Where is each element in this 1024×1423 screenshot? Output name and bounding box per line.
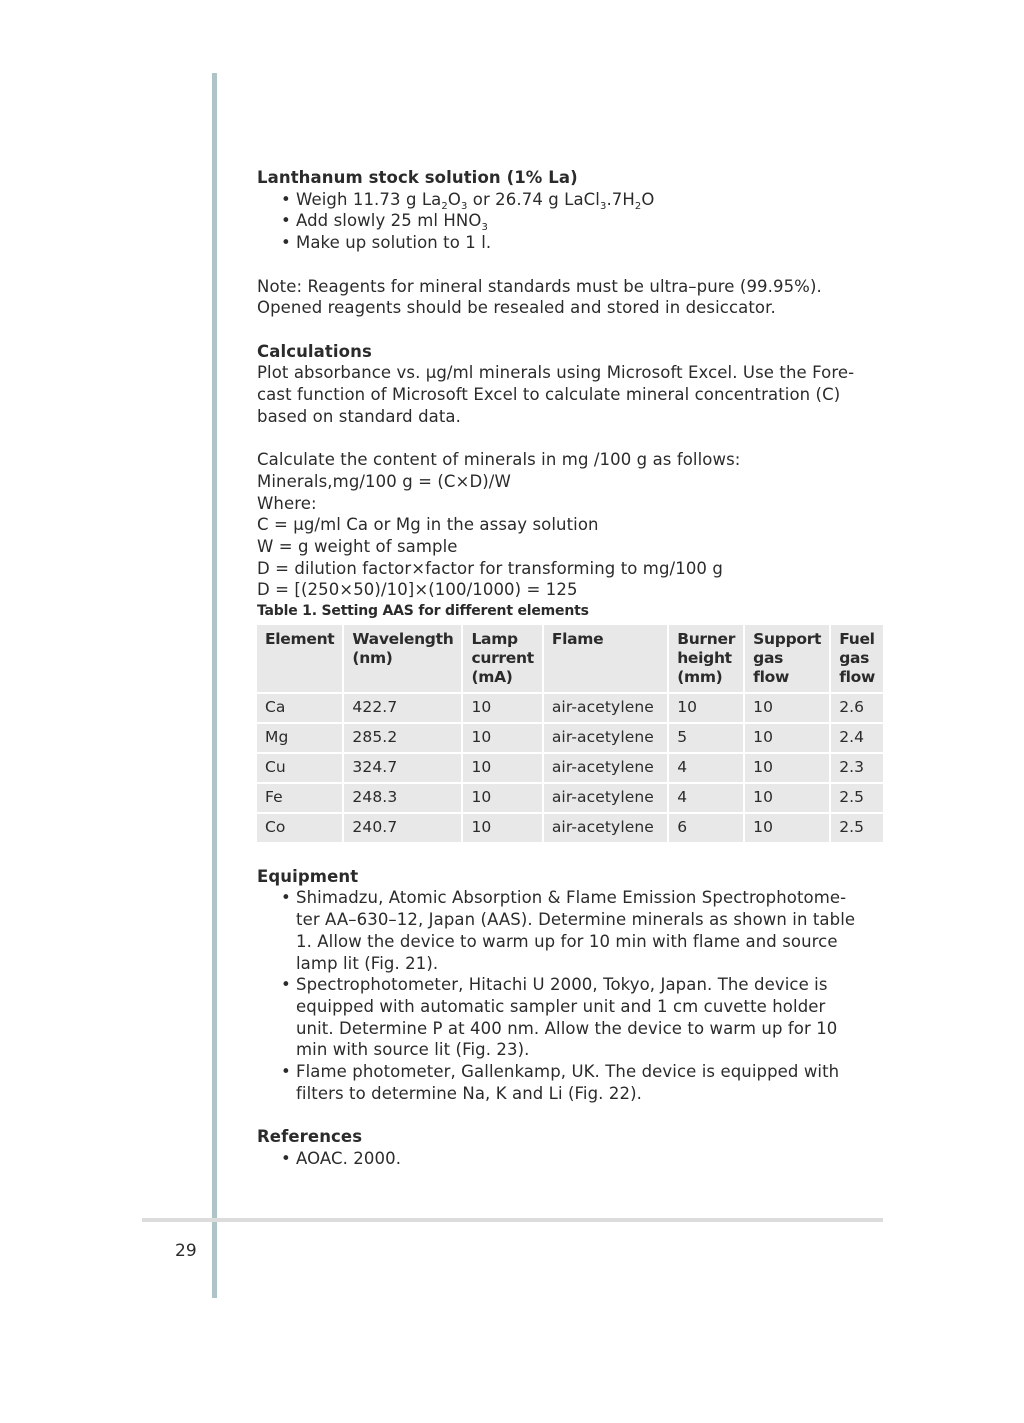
- formula-variable: D = dilution factor×factor for transforming to mg/100 g: [257, 558, 723, 578]
- table-cell: 5: [669, 724, 745, 752]
- formula-where: Where:: [257, 493, 317, 513]
- column-header: Fuel gas flow: [831, 625, 883, 692]
- calculations-text: Calculate the content of minerals in mg /100 g as follows:: [257, 450, 741, 470]
- table-cell: 4: [669, 784, 745, 812]
- formula-variable: W = g weight of sample: [257, 536, 458, 556]
- table-row: [257, 754, 883, 782]
- calculations-heading: Calculations: [257, 341, 372, 361]
- formula: Minerals,mg/100 g = (C×D)/W: [257, 471, 511, 491]
- column-header: Support gas flow: [745, 625, 831, 692]
- table-row: [257, 694, 883, 722]
- table-cell: 10: [463, 784, 543, 812]
- table-cell: 422.7: [344, 694, 463, 722]
- table-cell: air-acetylene: [544, 754, 669, 782]
- footer-rule: [142, 1218, 883, 1222]
- table-cell: 285.2: [344, 724, 463, 752]
- list-item: • Spectrophotometer, Hitachi U 2000, Tokyo, Japan. The device is equipped with automatic sampler unit and 1 cm cuvette holder unit. Determine P at 400 nm. Allow the device to warm up for 10 min with source lit (Fig. 23).: [281, 974, 883, 1061]
- references-heading: References: [257, 1127, 363, 1147]
- table-cell: 10: [463, 814, 543, 842]
- table-cell: air-acetylene: [544, 724, 669, 752]
- note-line: Opened reagents should be resealed and stored in desiccator.: [257, 298, 776, 318]
- calculations-text: based on standard data.: [257, 406, 461, 426]
- references-list: [257, 1148, 883, 1170]
- table-cell: 324.7: [344, 754, 463, 782]
- table-cell: Cu: [257, 754, 344, 782]
- list-item: • Add slowly 25 ml $HNO_3$: [281, 210, 883, 232]
- table-cell: 10: [745, 784, 831, 812]
- table-row: [257, 784, 883, 812]
- list-item: • Shimadzu, Atomic Absorption & Flame Emission Spectrophotome- ter AA–630–12, Japan (AAS). Determine minerals as shown in table 1. Allow the device to warm up for 10 min with flame and source lamp lit (Fig. 21).: [281, 887, 883, 974]
- table-cell: 2.5: [831, 784, 883, 812]
- equipment-list: [257, 887, 883, 1104]
- table-cell: 2.6: [831, 694, 883, 722]
- table-cell: Mg: [257, 724, 344, 752]
- table-cell: air-acetylene: [544, 814, 669, 842]
- table-cell: 248.3: [344, 784, 463, 812]
- table-cell: 2.4: [831, 724, 883, 752]
- table-cell: 10: [745, 724, 831, 752]
- column-header: Burner height (mm): [669, 625, 745, 692]
- lanthanum-steps: [257, 189, 883, 254]
- equipment-heading: Equipment: [257, 866, 359, 886]
- table-row: [257, 814, 883, 842]
- table-cell: 10: [669, 694, 745, 722]
- list-item: • Make up solution to 1 l.: [281, 232, 883, 254]
- table-cell: air-acetylene: [544, 784, 669, 812]
- table-cell: Fe: [257, 784, 344, 812]
- column-header: Element: [257, 625, 344, 692]
- table-cell: 2.5: [831, 814, 883, 842]
- table-header-row: [257, 625, 883, 692]
- page-number: 29: [175, 1241, 197, 1261]
- calculations-text: Plot absorbance vs. µg/ml minerals using Microsoft Excel. Use the Fore-: [257, 363, 855, 383]
- formula-dilution: D = [(250×50)/10]×(100/1000) = 125: [257, 580, 578, 600]
- table-cell: 6: [669, 814, 745, 842]
- table-row: [257, 724, 883, 752]
- page-content: [257, 167, 883, 1170]
- list-item: • AOAC. 2000.: [281, 1148, 883, 1170]
- table-cell: 240.7: [344, 814, 463, 842]
- aas-settings-table: [257, 623, 883, 844]
- table-cell: 10: [745, 694, 831, 722]
- table-cell: 10: [463, 754, 543, 782]
- list-item: • Weigh 11.73 g $La_2O_3$ or 26.74 g $LaCl_3.7H_2O$: [281, 189, 883, 211]
- list-item: • Flame photometer, Gallenkamp, UK. The device is equipped with filters to determine Na, K and Li (Fig. 22).: [281, 1061, 883, 1104]
- table-caption: Table 1. Setting AAS for different elements: [257, 603, 589, 620]
- column-header: Wavelength (nm): [344, 625, 463, 692]
- table-cell: 2.3: [831, 754, 883, 782]
- table-cell: air-acetylene: [544, 694, 669, 722]
- note-line: Note: Reagents for mineral standards must be ultra–pure (99.95%).: [257, 276, 822, 296]
- column-header: Lamp current (mA): [463, 625, 543, 692]
- calculations-text: cast function of Microsoft Excel to calculate mineral concentration (C): [257, 385, 841, 404]
- column-header: Flame: [544, 625, 669, 692]
- table-cell: Ca: [257, 694, 344, 722]
- left-margin-rule: [212, 73, 217, 1298]
- table-cell: 10: [745, 754, 831, 782]
- lanthanum-heading: Lanthanum stock solution (1% La): [257, 168, 578, 187]
- table-cell: 10: [463, 724, 543, 752]
- table-cell: Co: [257, 814, 344, 842]
- formula-variable: C = µg/ml Ca or Mg in the assay solution: [257, 515, 599, 535]
- table-cell: 10: [745, 814, 831, 842]
- table-cell: 4: [669, 754, 745, 782]
- table-cell: 10: [463, 694, 543, 722]
